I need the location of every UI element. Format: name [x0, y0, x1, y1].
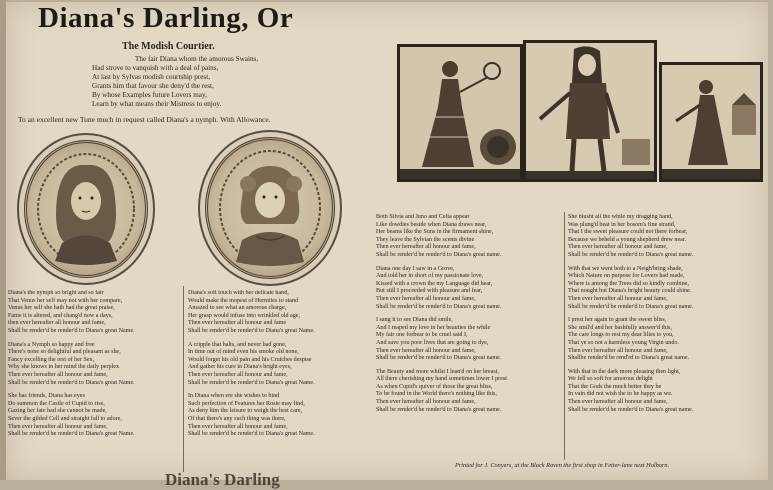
- intro-line: Grants him that favour she deny'd the rest,: [92, 82, 214, 90]
- verse-line: Amazed to see what an amorous charge,: [188, 305, 287, 312]
- verse-line: Then ever hereafter all honour and fame,: [568, 244, 668, 251]
- verse-column-2: [188, 290, 368, 445]
- verse-line: That I the sweet pleasure could not there forbear,: [568, 229, 688, 236]
- intro-line: Learn by what means their Mistress to enjoy.: [92, 100, 222, 108]
- verse-line: Fame it is altered, and chang'd now a days,: [8, 312, 113, 319]
- verse-line: We fell so soft for amorous delight: [568, 376, 653, 383]
- portrait-medallion-woman: [205, 137, 335, 279]
- column-rule: [183, 286, 184, 472]
- ballad-title: Diana's Darling, Or: [38, 2, 294, 34]
- verse-line: Her beams like the Suns in the firmament shine,: [376, 229, 494, 236]
- stanza: [8, 290, 180, 336]
- verse-line: That Venus her self may not with her compare,: [8, 297, 123, 304]
- stanza: [376, 214, 560, 260]
- column-rule: [564, 212, 565, 460]
- verse-line: Then ever hereafter all honour and fame,: [376, 295, 476, 302]
- verse-line: Of that there's any such thing was there,: [188, 415, 286, 422]
- stanza: [568, 317, 766, 363]
- next-page-title-fragment: Diana's Darling: [165, 470, 280, 489]
- verse-line: Then ever hereafter all honour and fame,: [568, 295, 668, 302]
- verse-line: Would forget his old pain and his Crutches despise: [188, 356, 312, 363]
- verse-line: Shall be render'd be render'd to Diana's great name.: [376, 406, 502, 413]
- verse-line: In vain did not wish the to be happy as we.: [568, 391, 673, 398]
- intro-line: The fair Diana whom the amorous Swains,: [135, 55, 259, 63]
- verse-line: Then ever hereafter all honour and fame,: [8, 371, 108, 378]
- stanza: [8, 393, 180, 439]
- verse-line: Shall be render'd be render'd to Diana's great Name.: [8, 431, 135, 438]
- verse-line: Do summon the Castle of Cupid to rise,: [8, 400, 105, 407]
- verse-line: As when Cupid's quiver of those the great bliss,: [376, 383, 493, 390]
- verse-line: All there cherishing my hand sometimes lower I prest: [376, 376, 507, 383]
- verse-line: then ever hereafter all honour and fame,: [8, 320, 106, 327]
- verse-column-3: [376, 214, 560, 420]
- verse-line: Shall be render'd be render'd to Diana's great Name.: [8, 327, 135, 334]
- verse-line: Shall be render'd be render'd to Diana's great name.: [376, 355, 502, 362]
- verse-line: Then ever hereafter all honour and fame,: [376, 399, 476, 406]
- intro-line: Had strove to vanquish with a deal of pains,: [92, 64, 219, 72]
- verse-line: Shall be render'd be render'd to Diana's great name.: [376, 303, 502, 310]
- verse-line: Shall be render'd be render'd to Diana's great Name.: [8, 379, 135, 386]
- verse-line: They leave the Sylvian the scents divine: [376, 236, 475, 243]
- verse-line: Then ever hereafter all honour and fame,: [188, 371, 288, 378]
- walking-lady-icon: [662, 65, 760, 179]
- verse-line: She smil'd and her bashfully answer'd this,: [568, 324, 672, 331]
- verse-line: In Diana when ere she wishes to bind: [188, 393, 280, 400]
- verse-line: She blusht all the while my dragging hand,: [568, 214, 673, 220]
- verse-line: A cripple that halts, and never had gone,: [188, 341, 287, 348]
- verse-line: Where is among the Trees did so kindly combine,: [568, 280, 690, 287]
- verse-line: Such perfection of Features her Rosie may find,: [188, 400, 305, 407]
- verse-line: Shall be render'd be render'd to Diana's great name.: [568, 251, 694, 258]
- ballad-subtitle: The Modish Courtier.: [122, 41, 215, 52]
- verse-line: Then ever hereafter all honour and fame,: [376, 347, 476, 354]
- verse-line: Gazing her fate had she cannot be made,: [8, 408, 107, 415]
- verse-line: Then ever hereafter all honour and fame,: [376, 244, 476, 251]
- verse-line: Like dowdies beside when Diana draws near,: [376, 221, 487, 228]
- stanza: [188, 393, 368, 439]
- verse-line: Shall be render'd be render'd to Diana's great name.: [376, 251, 502, 258]
- verse-line: Was plung'd beat in her bosom's fine strand,: [568, 221, 676, 228]
- verse-line: Shall be render'd be render'd to Diana's great Name.: [188, 327, 315, 334]
- verse-line: Shall be render'd be render'd to Diana's great name.: [568, 303, 694, 310]
- verse-line: I prest her again to grant the sweet bliss,: [568, 317, 667, 324]
- verse-line: Would make the mopest of Hermites to stand: [188, 297, 299, 304]
- verse-line: As deny him the leisure to weigh the best care,: [188, 408, 303, 415]
- verse-line: To be found in the World there's nothing like this,: [376, 391, 497, 398]
- woodcut-gentleman: [523, 40, 657, 182]
- verse-line: Then ever hereafter all honour and fame,: [8, 423, 108, 430]
- verse-line: Why she knows in her mind the daily perplex: [8, 364, 120, 371]
- stanza: [188, 290, 368, 336]
- verse-line: Which Nature on purpose for Lovers had made,: [568, 273, 685, 280]
- verse-line: My fair one forbear to be cruel said I,: [376, 332, 468, 339]
- stanza: [568, 266, 766, 312]
- printer-imprint: Printed for J. Conyers, at the Black Raven the first shop in Fetter-lane next Holborn.: [455, 462, 670, 469]
- verse-line: Diana one day I saw in a Grove,: [376, 265, 455, 272]
- verse-line: Diana's soft touch with her delicate hand,: [188, 290, 289, 296]
- verse-line: The Beauty and more whilst I lean'd on her breast,: [376, 368, 499, 375]
- tune-line: To an excellent new Tune much in request called Diana's a nymph. With Allowance.: [18, 115, 271, 124]
- stanza: [568, 369, 766, 415]
- portrait-medallion-man: [24, 140, 148, 278]
- verse-line: Venus her self she hath had the great praise,: [8, 305, 115, 312]
- verse-line: Then ever hereafter all honour and fame,: [188, 423, 288, 430]
- gentleman-icon: [526, 43, 654, 179]
- verse-column-4: [568, 214, 766, 420]
- stanza: [188, 342, 368, 388]
- verse-line: Shallbe render'd be rend'rd to Diana's great name.: [568, 355, 690, 362]
- intro-line: At last by Sylvas modish courtship prest,: [92, 73, 210, 81]
- woodcut-lady-with-peacock: [397, 44, 523, 182]
- verse-line: And told her in short of my passionate love,: [376, 273, 484, 280]
- woman-portrait-icon: [208, 140, 332, 276]
- verse-line: The care longs to rest my dear lilies to you,: [568, 332, 674, 339]
- intro-line: By whose Examples future Lovers may,: [92, 91, 207, 99]
- stanza: [568, 214, 766, 260]
- man-portrait-icon: [27, 143, 145, 275]
- verse-line: Diana's the nymph so bright and so fair: [8, 290, 104, 296]
- woodcut-lady-walking: [659, 62, 763, 182]
- verse-line: Shall be render'd be render'd to Diana's great Name.: [188, 379, 315, 386]
- verse-line: Her grasp would infuse into wrinkled old age,: [188, 312, 301, 319]
- intro-verse: [80, 55, 258, 109]
- verse-line: And save you poor lives that are going to dye,: [376, 339, 489, 346]
- verse-line: Sever the gilded Cell and straight fall to adore,: [8, 415, 122, 422]
- verse-line: Diana's a Nymph so happy and free: [8, 341, 95, 348]
- stanza: [8, 342, 180, 388]
- verse-line: That ye so not a harmless young Virgin undo.: [568, 339, 679, 346]
- verse-line: Fancy excelling the rest of her Sex,: [8, 356, 95, 363]
- verse-line: In time out of mind even his smoke old none,: [188, 349, 299, 356]
- lady-peacock-icon: [400, 47, 520, 179]
- verse-line: And gather his cure in Diana's bright eyes,: [188, 364, 292, 371]
- verse-line: With that we went both to a Neigh'bring shade,: [568, 265, 683, 272]
- verse-line: That nought but Diana's bright beauty could shine.: [568, 288, 692, 295]
- verse-line: With that in the dark more pleasing then light,: [568, 368, 681, 375]
- verse-line: Both Silvia and Juno and Celia appear: [376, 214, 470, 220]
- verse-line: Then ever hereafter all honour and fame,: [568, 347, 668, 354]
- verse-line: Shall be render'd be render'd to Diana's great name.: [568, 406, 694, 413]
- verse-line: Then ever hereafter all honour and fame,: [568, 399, 668, 406]
- verse-line: I sang it to see Diana did smile,: [376, 317, 453, 324]
- stanza: [376, 317, 560, 363]
- verse-line: And I reaped my love in her beauties the while: [376, 324, 491, 331]
- verse-line: There's none so delightful and pleasant as she,: [8, 349, 121, 356]
- verse-line: Kissed with a crown the my Language did hear,: [376, 280, 493, 287]
- verse-line: Then ever hereafter all honour and fame: [188, 320, 287, 327]
- stanza: [376, 369, 560, 415]
- verse-line: Because we beheld a young shepherd drew near.: [568, 236, 687, 243]
- verse-column-1: [8, 290, 180, 445]
- verse-line: She has friends, Diana has eyes: [8, 393, 85, 400]
- verse-line: That the Gods the much better they be: [568, 383, 662, 390]
- verse-line: Shall be render'd be render'd to Diana's great Name.: [188, 431, 315, 438]
- stanza: [376, 266, 560, 312]
- verse-line: But still I proceeded with pleasure and fear,: [376, 288, 483, 295]
